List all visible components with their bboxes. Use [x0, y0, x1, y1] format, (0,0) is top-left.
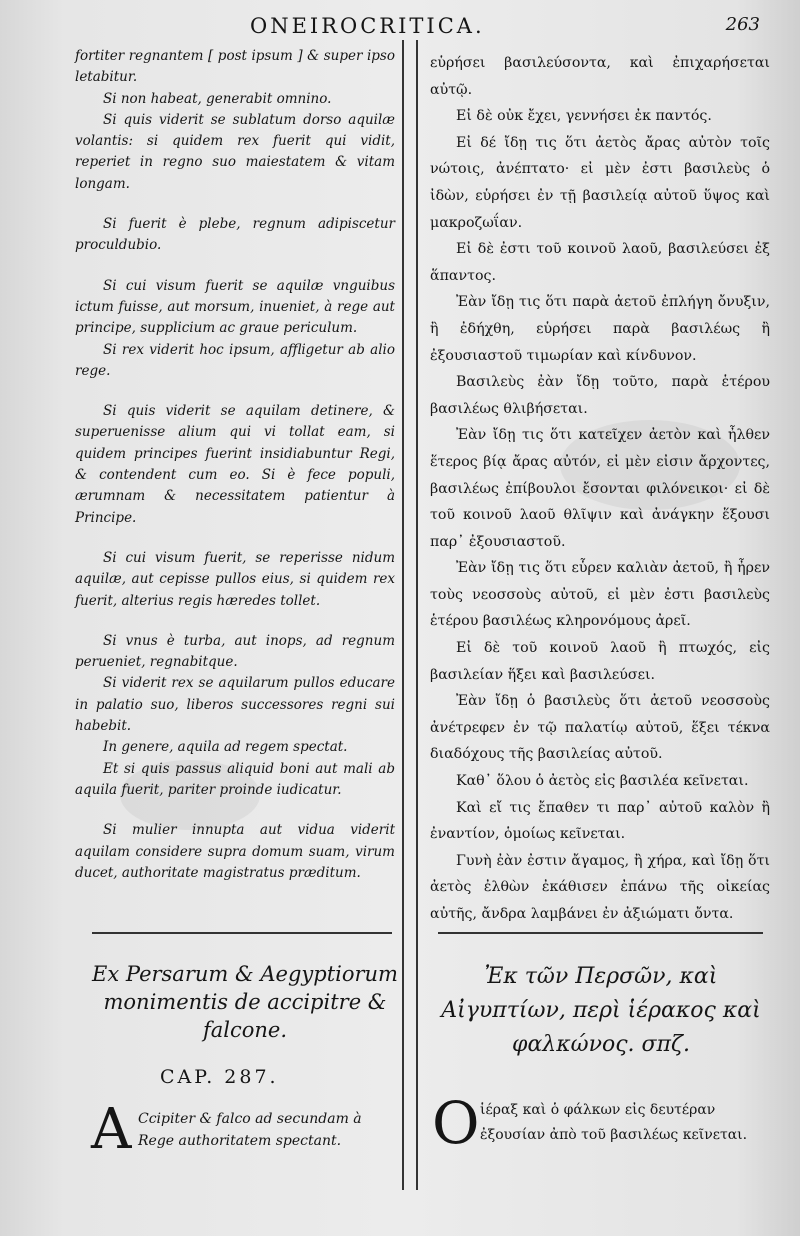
latin-paragraph: Si cui visum fuerit se aquilæ vnguibus ictum fuisse, aut morsum, inueniet, à rege aut principe, supplicium ac graue periculum.: [75, 277, 395, 337]
section-rule-right: [438, 932, 763, 934]
latin-paragraph: In genere, aquila ad regem spectat.: [103, 739, 348, 756]
latin-paragraph: Si cui visum fuerit, se reperisse nidum aquilæ, aut cepisse pullos eius, si quidem rex fuerit, alterius regis hæredes tollet.: [75, 549, 395, 609]
greek-paragraph: Βασιλεὺς ἐὰν ἴδῃ τοῦτο, παρὰ ἑτέρου βασιλέως θλιβήσεται.: [430, 374, 770, 417]
greek-paragraph: Καὶ εἴ τις ἔπαθεν τι παρ᾽ αὐτοῦ καλὸν ἢ ἐναντίον, ὁμοίως κεῖνεται.: [430, 799, 770, 843]
greek-paragraph: Εἰ δὲ ἐστι τοῦ κοινοῦ λαοῦ, βασιλεύσει ἐξ ἅπαντος.: [430, 241, 770, 284]
latin-paragraph: Si quis viderit se aquilam detinere, & superuenisse alium qui vi tollat eam, si quidem principes fuerint insidiabuntur Regi, & contendent cum eo. Si è fece populi, ærumnam & necessitatem patientur à Principe.: [75, 403, 395, 526]
chapter-heading-latin: Ex Persarum & Aegyptiorum monimentis de accipitre & falcone.: [92, 962, 398, 1042]
greek-column: [430, 50, 770, 928]
greek-paragraph: Ἐὰν ἴδῃ τις ὅτι κατεῖχεν ἀετὸν καὶ ἦλθεν ἕτερος βίᾳ ἄρας αὐτόν, εἰ μὲν εἰσιν ἄρχοντες, βασιλέως ἐπίβουλοι ἔσονται φιλόνεικοι· εἰ δὲ τοῦ κοινοῦ λαοῦ θλῖψιν καὶ ἀνάγκην ἕξουσι παρ᾽ ἐξουσιαστοῦ.: [430, 427, 770, 550]
greek-paragraph: Εἰ δὲ τοῦ κοινοῦ λαοῦ ἢ πτωχός, εἰς βασιλείαν ἥξει καὶ βασιλεύσει.: [430, 640, 770, 683]
greek-paragraph: Γυνὴ ἐὰν ἐστιν ἄγαμος, ἢ χήρα, καὶ ἴδῃ ὅτι ἀετὸς ἐλθὼν ἐκάθισεν ἐπάνω τῆς οἰκείας αὐτῆς, ἄνδρα λαμβάνει ἐν ἀξιώματι ὄντα.: [430, 852, 770, 922]
greek-paragraph: Ἐὰν ἴδῃ τις ὅτι εὗρεν καλιὰν ἀετοῦ, ἢ ἦρεν τοὺς νεοσσοὺς αὐτοῦ, εἰ μὲν ἐστι βασιλεὺς ἑτέρου βασιλέως κληρονόμους ἀρεῖ.: [430, 560, 770, 630]
greek-paragraph: Εἰ δέ ἴδῃ τις ὅτι ἀετὸς ἄρας αὐτὸν τοῖς νώτοις, ἀνέπτατο· εἰ μὲν ἐστι βασιλεὺς ὁ ἰδὼν, εὑρήσει ἐν τῇ βασιλείᾳ αὐτοῦ ὕψος καὶ μακροζωΐαν.: [430, 134, 770, 231]
chapter-text-latin: Ccipiter & falco ad secundam à Rege authoritatem spectant.: [138, 1111, 362, 1149]
greek-paragraph: Εἰ δὲ οὐκ ἔχει, γεννήσει ἐκ παντός.: [456, 108, 712, 125]
latin-paragraph: Et si quis passus aliquid boni aut mali ab aquila fuerit, pariter proinde iudicatur.: [75, 760, 395, 798]
drop-cap-greek: Ο: [432, 1089, 480, 1157]
chapter-number: CAP. 287.: [160, 1066, 279, 1088]
latin-paragraph: Si quis viderit se sublatum dorso aquilæ volantis: si quidem rex fuerit qui vidit, reperiet in regno suo maiestatem & vitam longam.: [75, 111, 395, 192]
greek-paragraph: Ἐὰν ἴδῃ τις ὅτι παρὰ ἀετοῦ ἐπλήγη ὄνυξιν, ἢ ἐδήχθη, εὑρήσει παρὰ βασιλέως ἢ ἐξουσιαστοῦ τιμωρίαν καὶ κίνδυνον.: [430, 294, 770, 364]
section-rule-left: [92, 932, 392, 934]
running-title: ONEIROCRITICA.: [250, 14, 485, 38]
column-rule-right: [416, 40, 418, 1190]
latin-paragraph: Si fuerit è plebe, regnum adipiscetur proculdubio.: [75, 216, 395, 254]
chapter-heading-greek: Ἐκ τῶν Περσῶν, καὶ Αἰγυπτίων, περὶ ἱέρακος καὶ φαλκώνος. σπζ.: [441, 964, 761, 1057]
drop-cap-latin: A: [91, 1097, 132, 1162]
latin-column: [75, 46, 395, 903]
page-number: 263: [725, 14, 760, 35]
latin-paragraph: Si vnus è turba, aut inops, ad regnum perueniet, regnabitque.: [75, 632, 395, 671]
column-rule-left: [402, 40, 404, 1190]
greek-paragraph: εὑρήσει βασιλεύσοντα, καὶ ἐπιχαρήσεται αὐτῷ.: [430, 55, 770, 98]
greek-paragraph: Καθ᾽ ὅλου ὁ ἀετὸς εἰς βασιλέα κεῖνεται.: [456, 773, 749, 790]
latin-paragraph: Si mulier innupta aut vidua viderit aquilam considere supra domum suam, virum ducet, authoritate magistratus præditum.: [75, 822, 395, 881]
latin-paragraph: Si rex viderit hoc ipsum, affligetur ab alio rege.: [75, 341, 395, 379]
latin-paragraph: Si viderit rex se aquilarum pullos educare in palatio suo, liberos successores regni sui habebit.: [75, 675, 395, 735]
latin-paragraph: Si non habeat, generabit omnino.: [103, 90, 332, 107]
latin-paragraph: fortiter regnantem [ post ipsum ] & super ipso letabitur.: [75, 48, 395, 86]
greek-paragraph: Ἐὰν ἴδῃ ὁ βασιλεὺς ὅτι ἀετοῦ νεοσσοὺς ἀνέτρεφεν ἐν τῷ παλατίῳ αὐτοῦ, ἕξει τέκνα διαδόχους τῆς βασιλείας αὐτοῦ.: [430, 693, 770, 763]
chapter-text-greek: ἱέραξ καὶ ὁ φάλκων εἰς δευτέραν ἐξουσίαν ἀπὸ τοῦ βασιλέως κεῖνεται.: [480, 1102, 748, 1143]
